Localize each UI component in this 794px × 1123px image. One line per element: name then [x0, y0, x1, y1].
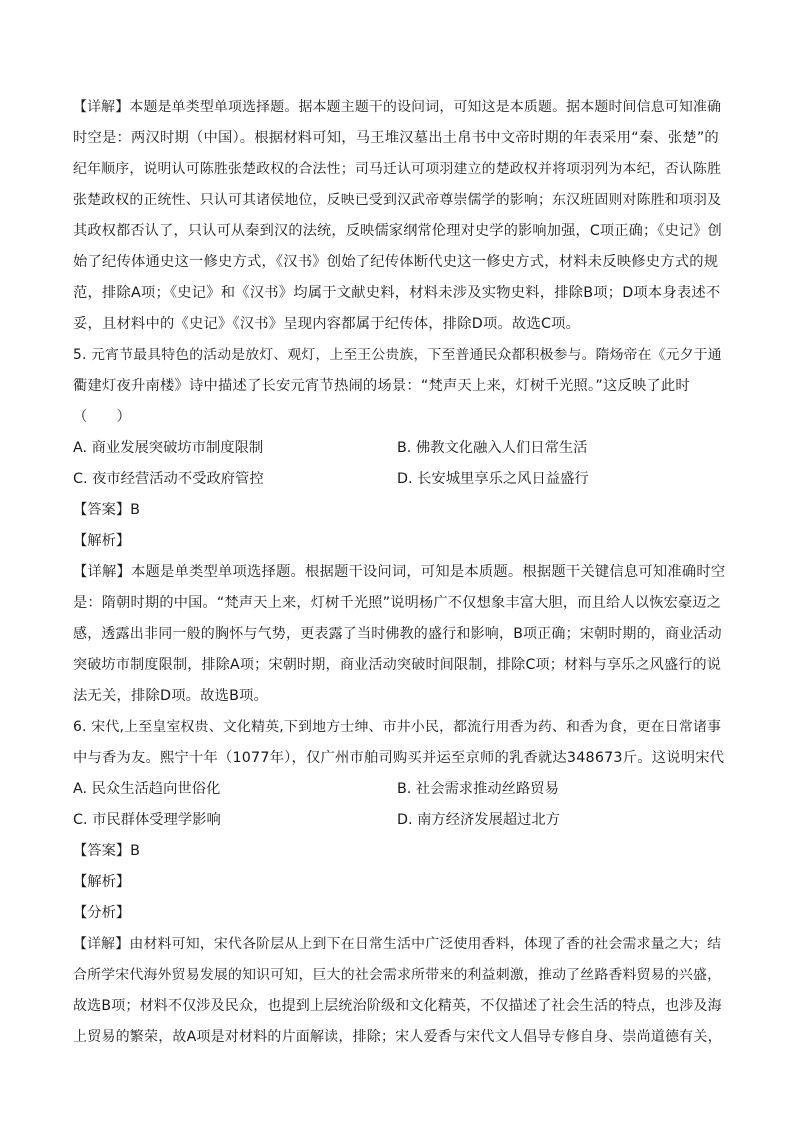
text-line: 上贸易的繁荣，故A项是对材料的片面解读，排除；宋人爱香与宋代文人倡导专修自身、崇尚道德有关， — [73, 1029, 722, 1045]
text-line: 【详解】由材料可知，宋代各阶层从上到下在日常生活中广泛使用香料，体现了香的社会需求量之大；结 — [73, 936, 722, 952]
analysis-label: 【解析】 — [73, 874, 131, 890]
text-line: 纪年顺序，说明认可陈胜张楚政权的合法性；司马迁认可项羽建立的楚政权并将项羽列为本纪，否认陈胜 — [73, 161, 722, 177]
option-d: D. 南方经济发展超过北方 — [397, 812, 561, 828]
option-d: D. 长安城里享乐之风日益盛行 — [397, 471, 589, 487]
text-line: 张楚政权的正统性、只认可其诸侯地位，反映已受到汉武帝尊崇儒学的影响；东汉班固则对陈胜和项羽及 — [73, 192, 722, 208]
text-line: 故选B项；材料不仅涉及民众，也提到上层统治阶级和文化精英，不仅描述了社会生活的特点，也涉及海 — [73, 998, 722, 1014]
analysis-label: 【解析】 — [73, 533, 131, 549]
question-6 — [73, 712, 725, 1053]
q6-options — [73, 774, 725, 836]
text-line: 妥，且材料中的《史记》《汉书》呈现内容都属于纪传体，排除D项。故选C项。 — [73, 316, 581, 332]
answer-label: 【答案】B — [73, 843, 140, 859]
document-page — [73, 92, 725, 1053]
text-line: 【详解】本题是单类型单项选择题。根据题干设问词，可知是本质题。根据题干关键信息可知准确时空 — [73, 564, 726, 580]
text-line: 其政权都否认了，只认可从秦到汉的法统，反映儒家纲常伦理对史学的影响加强，C项正确；《史记》创 — [73, 223, 723, 239]
answer-label: 【答案】B — [73, 502, 140, 518]
text-line: 衢建灯夜升南楼》诗中描述了长安元宵节热闹的场景：“梵声天上来，灯树千光照。”这反映了此时 — [73, 378, 690, 394]
text-line: 中与香为友。熙宁十年（1077年），仅广州市舶司购买并运至京师的乳香就达348673斤。这说明宋代 — [73, 750, 725, 766]
text-line: （ ） — [73, 409, 131, 425]
option-c: C. 市民群体受理学影响 — [73, 812, 221, 828]
text-line: 6. 宋代,上至皇室权贵、文化精英,下到地方士绅、市井小民，都流行用香为药、和香为食，更在日常诸事 — [73, 719, 722, 735]
q5-options — [73, 433, 725, 495]
option-b: B. 社会需求推动丝路贸易 — [397, 781, 559, 797]
text-line: 始了纪传体通史这一修史方式，《汉书》创始了纪传体断代史这一修史方式，材料未反映修史方式的规 — [73, 254, 719, 270]
option-b: B. 佛教文化融入人们日常生活 — [397, 440, 588, 456]
q6-stem — [73, 712, 725, 774]
q6-detail — [73, 929, 725, 1053]
text-line: 5. 元宵节最具特色的活动是放灯、观灯，上至王公贵族，下至普通民众都积极参与。隋炀帝在《元夕于通 — [73, 347, 722, 363]
text-line: 是：隋朝时期的中国。“梵声天上来，灯树千光照”说明杨广不仅想象丰富大胆，而且给人以恢宏豪迈之 — [73, 595, 722, 611]
option-a: A. 商业发展突破坊市制度限制 — [73, 440, 264, 456]
q5-detail — [73, 557, 725, 712]
text-line: 感，透露出非同一般的胸怀与气势，更表露了当时佛教的盛行和影响，B项正确；宋朝时期的，商业活动 — [73, 626, 722, 642]
text-line: 突破坊市制度限制，排除A项；宋朝时期，商业活动突破时间限制，排除C项；材料与享乐之风盛行的说 — [73, 657, 722, 673]
text-line: 法无关，排除D项。故选B项。 — [73, 688, 269, 704]
text-line: 范，排除A项；《史记》和《汉书》均属于文献史料，材料未涉及实物史料，排除B项；D项本身表述不 — [73, 285, 721, 301]
q5-stem — [73, 340, 725, 433]
text-line: 时空是：两汉时期（中国）。根据材料可知，马王堆汉墓出土帛书中文帝时期的年表采用“秦、张楚”的 — [73, 130, 719, 146]
question-5 — [73, 340, 725, 712]
option-c: C. 夜市经营活动不受政府管控 — [73, 471, 264, 487]
text-line: 合所学宋代海外贸易发展的知识可知，巨大的社会需求所带来的利益刺激，推动了丝路香料贸易的兴盛， — [73, 967, 722, 983]
fenxi-label: 【分析】 — [73, 905, 131, 921]
text-line: 【详解】本题是单类型单项选择题。据本题主题干的设问词，可知这是本质题。据本题时间信息可知准确 — [73, 99, 722, 115]
q4-detail-paragraph — [73, 92, 725, 340]
option-a: A. 民众生活趋向世俗化 — [73, 781, 221, 797]
